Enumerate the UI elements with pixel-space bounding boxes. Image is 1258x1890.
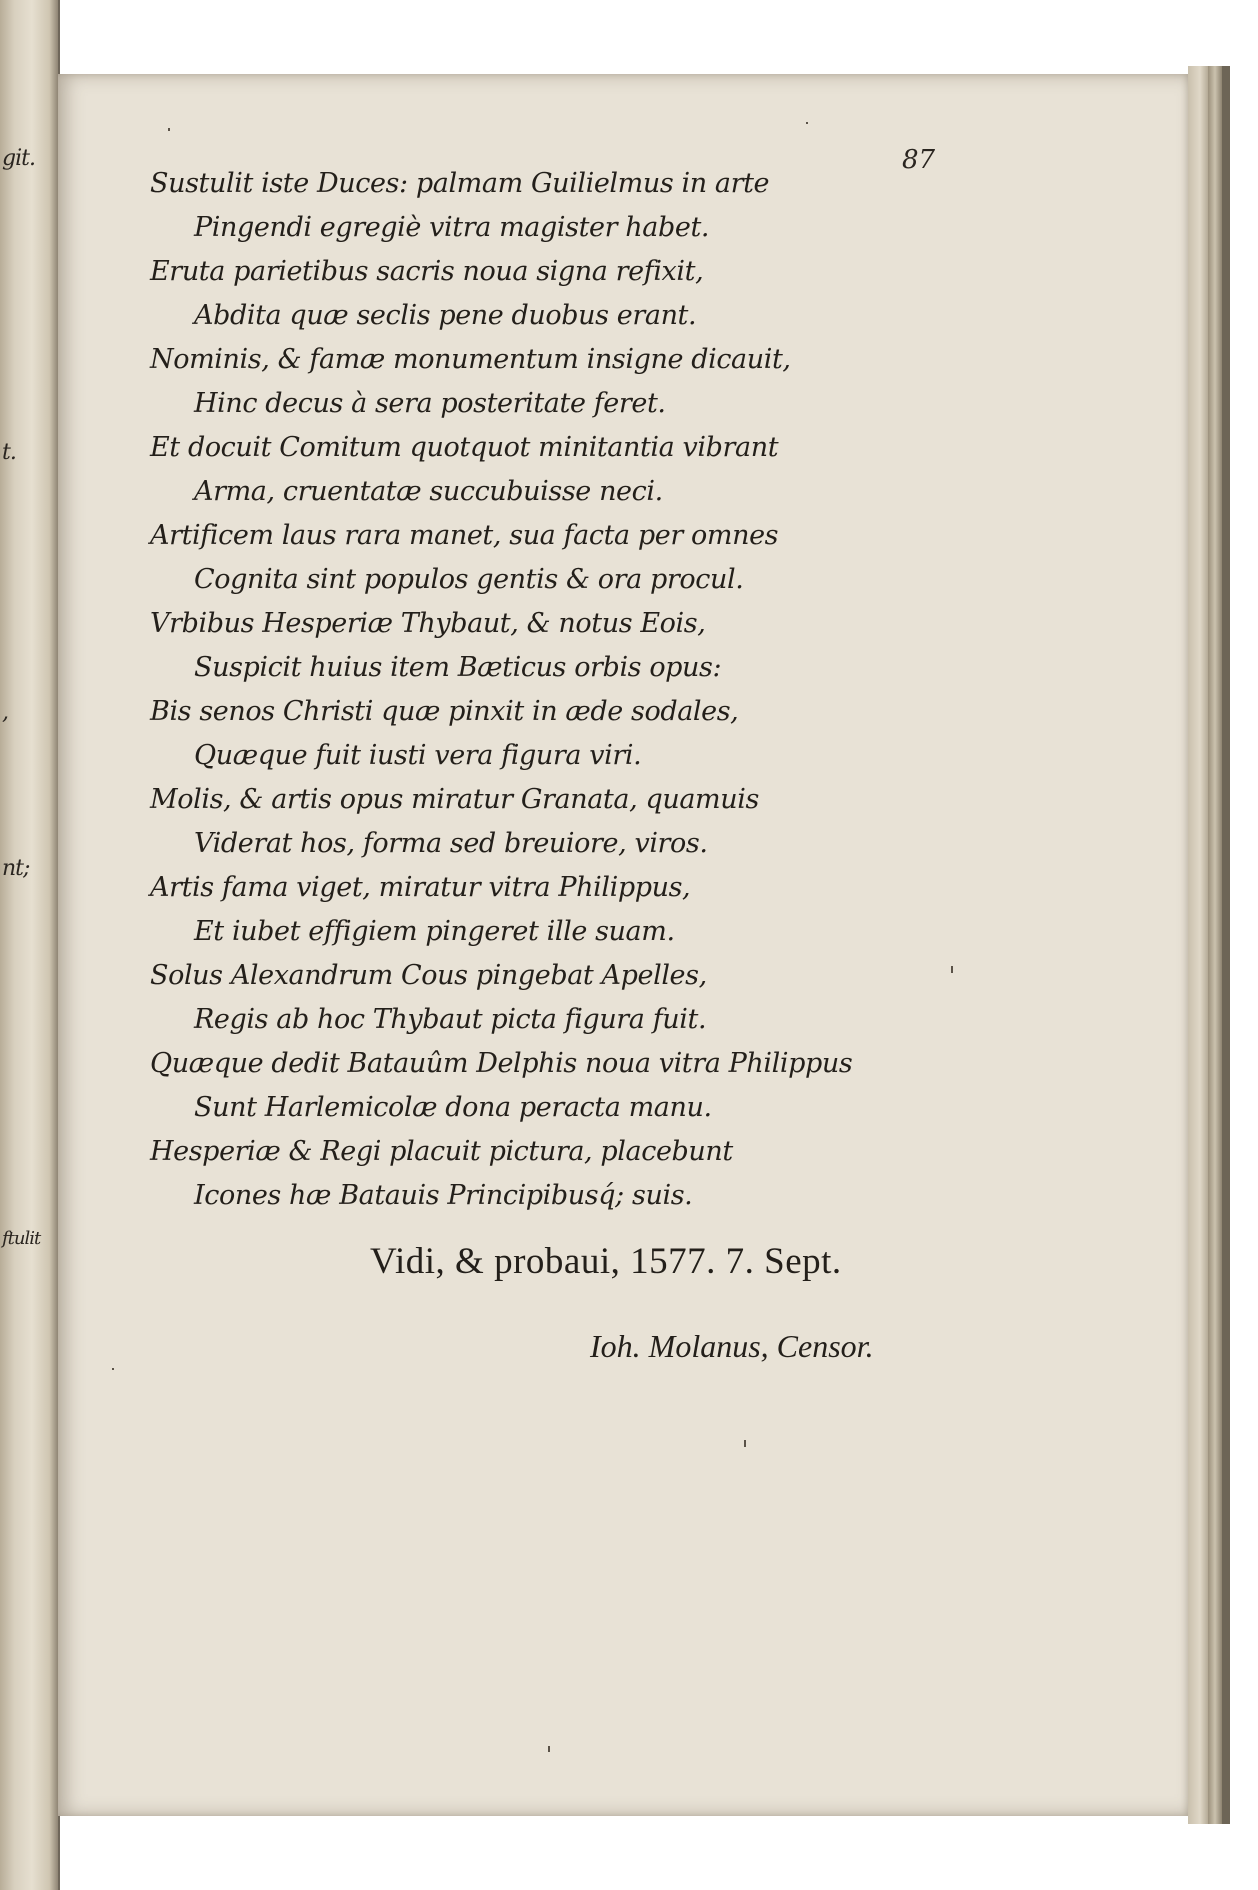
left-page-fragment: t. [2, 440, 16, 465]
verse-line: Artis fama viget, miratur vitra Philippus, [150, 872, 691, 903]
censor-signature: Ioh. Molanus, Censor. [590, 1328, 874, 1364]
verse-line: Cognita sint populos gentis & ora procul. [194, 564, 744, 595]
verse-line: Suspicit huius item Bæticus orbis opus: [194, 652, 722, 683]
previous-page-edge [0, 0, 60, 1890]
verse-line: Hesperiæ & Regi placuit pictura, placebunt [150, 1136, 733, 1167]
verse-line: Sunt Harlemicolæ dona peracta manu. [194, 1092, 712, 1123]
verse-line: Icones hæ Batauis Principibusq́; suis. [194, 1180, 693, 1211]
verse-line: Regis ab hoc Thybaut picta figura fuit. [194, 1004, 707, 1035]
left-page-fragment: nt; [2, 856, 30, 881]
page-number: 87 [902, 145, 936, 175]
ink-speck [168, 128, 170, 131]
approval-line: Vidi, & probaui, 1577. 7. Sept. [370, 1241, 842, 1282]
ink-speck [112, 1368, 114, 1370]
verse-line: Eruta parietibus sacris noua signa refixit, [150, 256, 704, 287]
verse-line: Hinc decus à sera posteritate feret. [194, 388, 666, 419]
left-page-fragment: , [2, 700, 8, 725]
verse-line: Quæque fuit iusti vera figura viri. [194, 740, 642, 771]
verse-line: Abdita quæ seclis pene duobus erant. [194, 300, 697, 331]
page-edge [1222, 66, 1230, 1824]
page-edge [1188, 66, 1208, 1824]
verse-line: Nominis, & famæ monumentum insigne dicauit, [150, 344, 791, 375]
verse-line: Arma, cruentatæ succubuisse neci. [194, 476, 663, 507]
ink-speck [548, 1746, 550, 1752]
verse-line: Artificem laus rara manet, sua facta per omnes [150, 520, 779, 551]
verse-line: Pingendi egregiè vitra magister habet. [194, 212, 710, 243]
verse-line: Molis, & artis opus miratur Granata, quamuis [150, 784, 759, 815]
ink-speck [806, 122, 808, 124]
left-page-fragment: ftulit [2, 1228, 41, 1249]
left-page-fragment: git. [2, 146, 35, 171]
page-edge [1208, 66, 1222, 1824]
verse-line: Vrbibus Hesperiæ Thybaut, & notus Eois, [150, 608, 706, 639]
verse-line: Quæque dedit Batauûm Delphis noua vitra Philippus [150, 1048, 853, 1079]
verse-line: Et docuit Comitum quotquot minitantia vibrant [150, 432, 779, 463]
verse-line: Et iubet effigiem pingeret ille suam. [194, 916, 675, 947]
verse-line: Solus Alexandrum Cous pingebat Apelles, [150, 960, 707, 991]
verse-line: Sustulit iste Duces: palmam Guilielmus in arte [150, 168, 770, 199]
verse-line: Bis senos Christi quæ pinxit in æde sodales, [150, 696, 739, 727]
verse-line: Viderat hos, forma sed breuiore, viros. [194, 828, 708, 859]
ink-speck [744, 1440, 746, 1447]
ink-speck [951, 966, 953, 973]
